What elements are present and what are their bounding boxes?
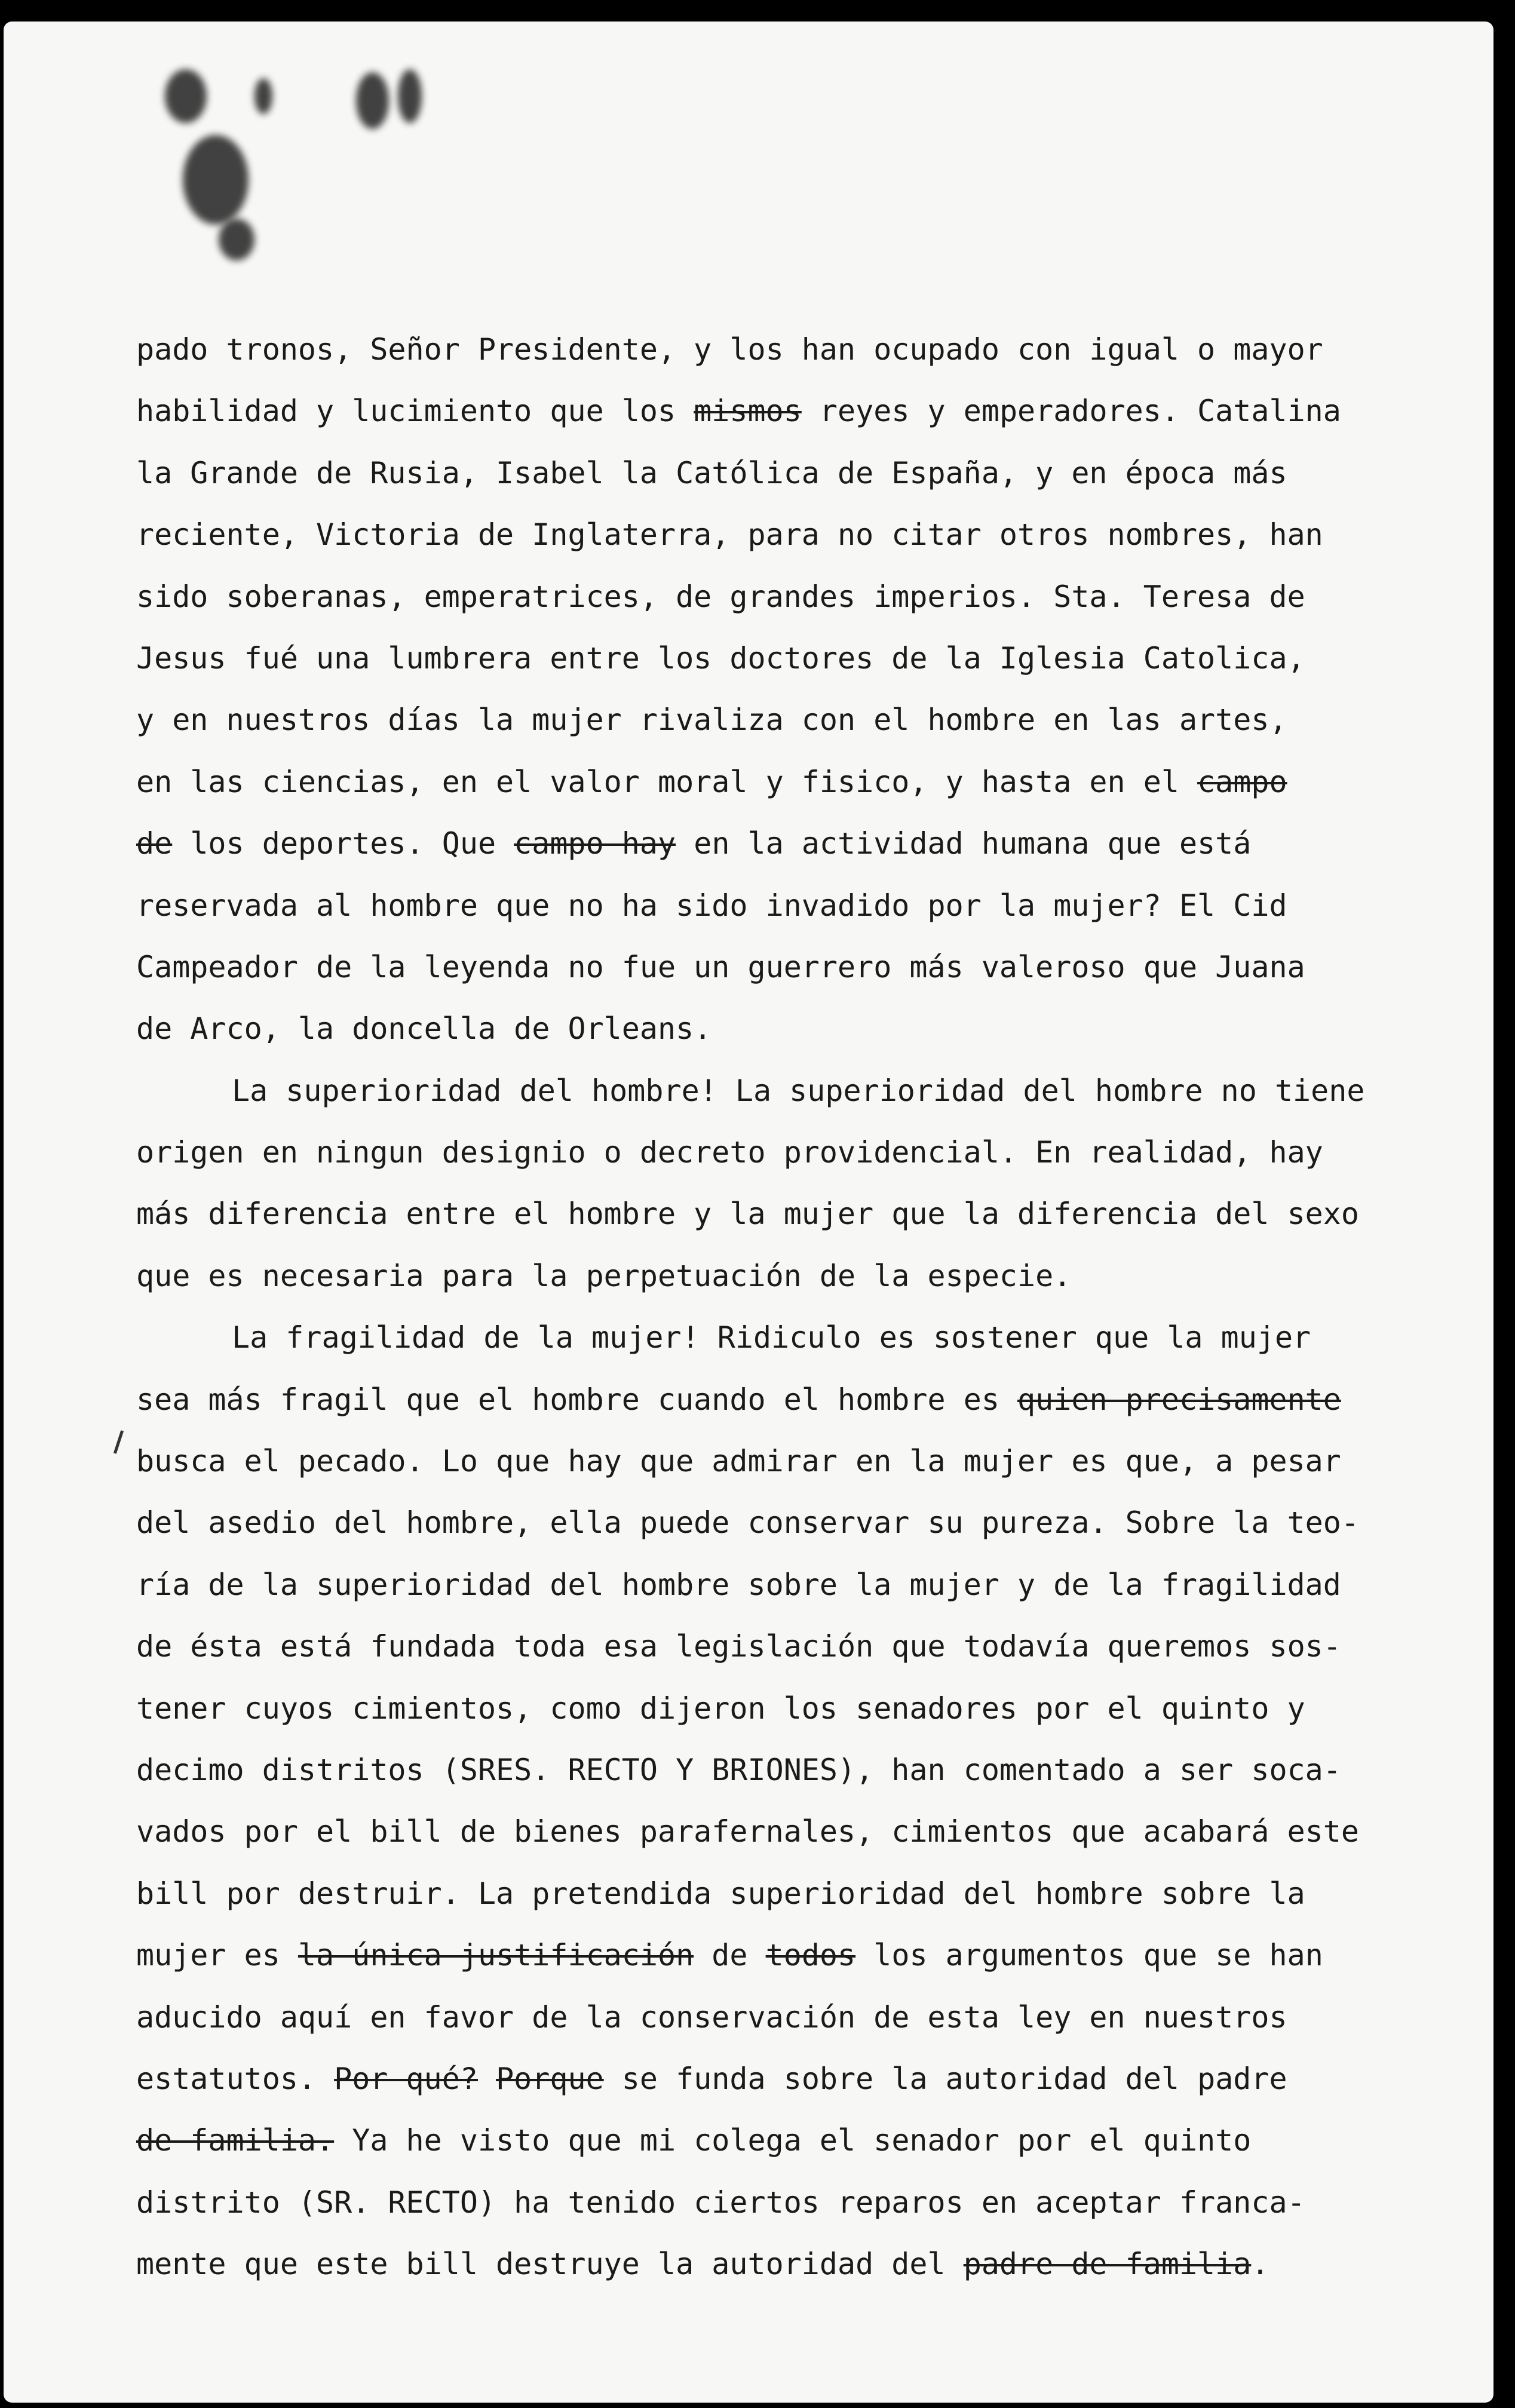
text-line: y en nuestros días la mujer rivaliza con el hombre en las artes, [136, 703, 1287, 738]
text-line: en las ciencias, en el valor moral y fisico, y hasta en el campo [136, 764, 1287, 799]
text-line: tener cuyos cimientos, como dijeron los senadores por el quinto y [136, 1691, 1305, 1726]
text-line: bill por destruir. La pretendida superioridad del hombre sobre la [136, 1876, 1305, 1911]
text-line: habilidad y lucimiento que los mismos reyes y emperadores. Catalina [136, 394, 1341, 429]
text-line: mente que este bill destruye la autoridad del padre de familia. [136, 2247, 1269, 2282]
ink-smudge [356, 72, 389, 129]
text-line: aducido aquí en favor de la conservación de esta ley en nuestros [136, 1999, 1287, 2035]
document-page [4, 22, 1493, 2403]
text-line: La superioridad del hombre! La superioridad del hombre no tiene [232, 1073, 1365, 1108]
text-line: más diferencia entre el hombre y la mujer que la diferencia del sexo [136, 1197, 1359, 1232]
text-line: la Grande de Rusia, Isabel la Católica de España, y en época más [136, 455, 1287, 490]
text-line: sido soberanas, emperatrices, de grandes imperios. Sta. Teresa de [136, 579, 1305, 614]
text-line: vados por el bill de bienes parafernales, cimientos que acabará este [136, 1814, 1359, 1849]
text-line: ría de la superioridad del hombre sobre la mujer y de la fragilidad [136, 1567, 1341, 1602]
text-line: que es necesaria para la perpetuación de la especie. [136, 1258, 1072, 1293]
typed-text-body [136, 319, 1439, 2296]
text-line: Campeador de la leyenda no fue un guerrero más valeroso que Juana [136, 949, 1305, 984]
text-line: decimo distritos (SRES. RECTO Y BRIONES), han comentado a ser soca- [136, 1752, 1341, 1787]
text-line: mujer es la única justificación de todos los argumentos que se han [136, 1938, 1323, 1973]
text-line: estatutos. Por qué? Porque se funda sobre la autoridad del padre [136, 2061, 1287, 2096]
text-line: de ésta está fundada toda esa legislación que todavía queremos sos- [136, 1629, 1341, 1664]
text-line: pado tronos, Señor Presidente, y los han ocupado con igual o mayor [136, 332, 1323, 367]
text-line: del asedio del hombre, ella puede conservar su pureza. Sobre la teo- [136, 1505, 1359, 1541]
text-line: origen en ningun designio o decreto providencial. En realidad, hay [136, 1135, 1323, 1170]
margin-mark [114, 1430, 124, 1454]
ink-smudge [254, 78, 272, 114]
text-line: reciente, Victoria de Inglaterra, para no citar otros nombres, han [136, 517, 1323, 553]
text-line: Jesus fué una lumbrera entre los doctores de la Iglesia Catolica, [136, 640, 1305, 676]
text-line: de familia. Ya he visto que mi colega el senador por el quinto [136, 2123, 1252, 2158]
text-line: La fragilidad de la mujer! Ridiculo es sostener que la mujer [232, 1320, 1311, 1355]
text-line: distrito (SR. RECTO) ha tenido ciertos reparos en aceptar franca- [136, 2185, 1305, 2220]
text-line: reservada al hombre que no ha sido invadido por la mujer? El Cid [136, 888, 1287, 923]
text-line: sea más fragil que el hombre cuando el hombre es quien precisamente [136, 1382, 1341, 1417]
ink-smudge [183, 135, 249, 225]
text-line: busca el pecado. Lo que hay que admirar en la mujer es que, a pesar [136, 1444, 1341, 1479]
ink-smudge [398, 69, 422, 123]
ink-smudge [165, 69, 207, 123]
ink-smudge [219, 219, 254, 260]
text-line: de Arco, la doncella de Orleans. [136, 1011, 712, 1047]
text-line: de los deportes. Que campo hay en la actividad humana que está [136, 826, 1252, 861]
